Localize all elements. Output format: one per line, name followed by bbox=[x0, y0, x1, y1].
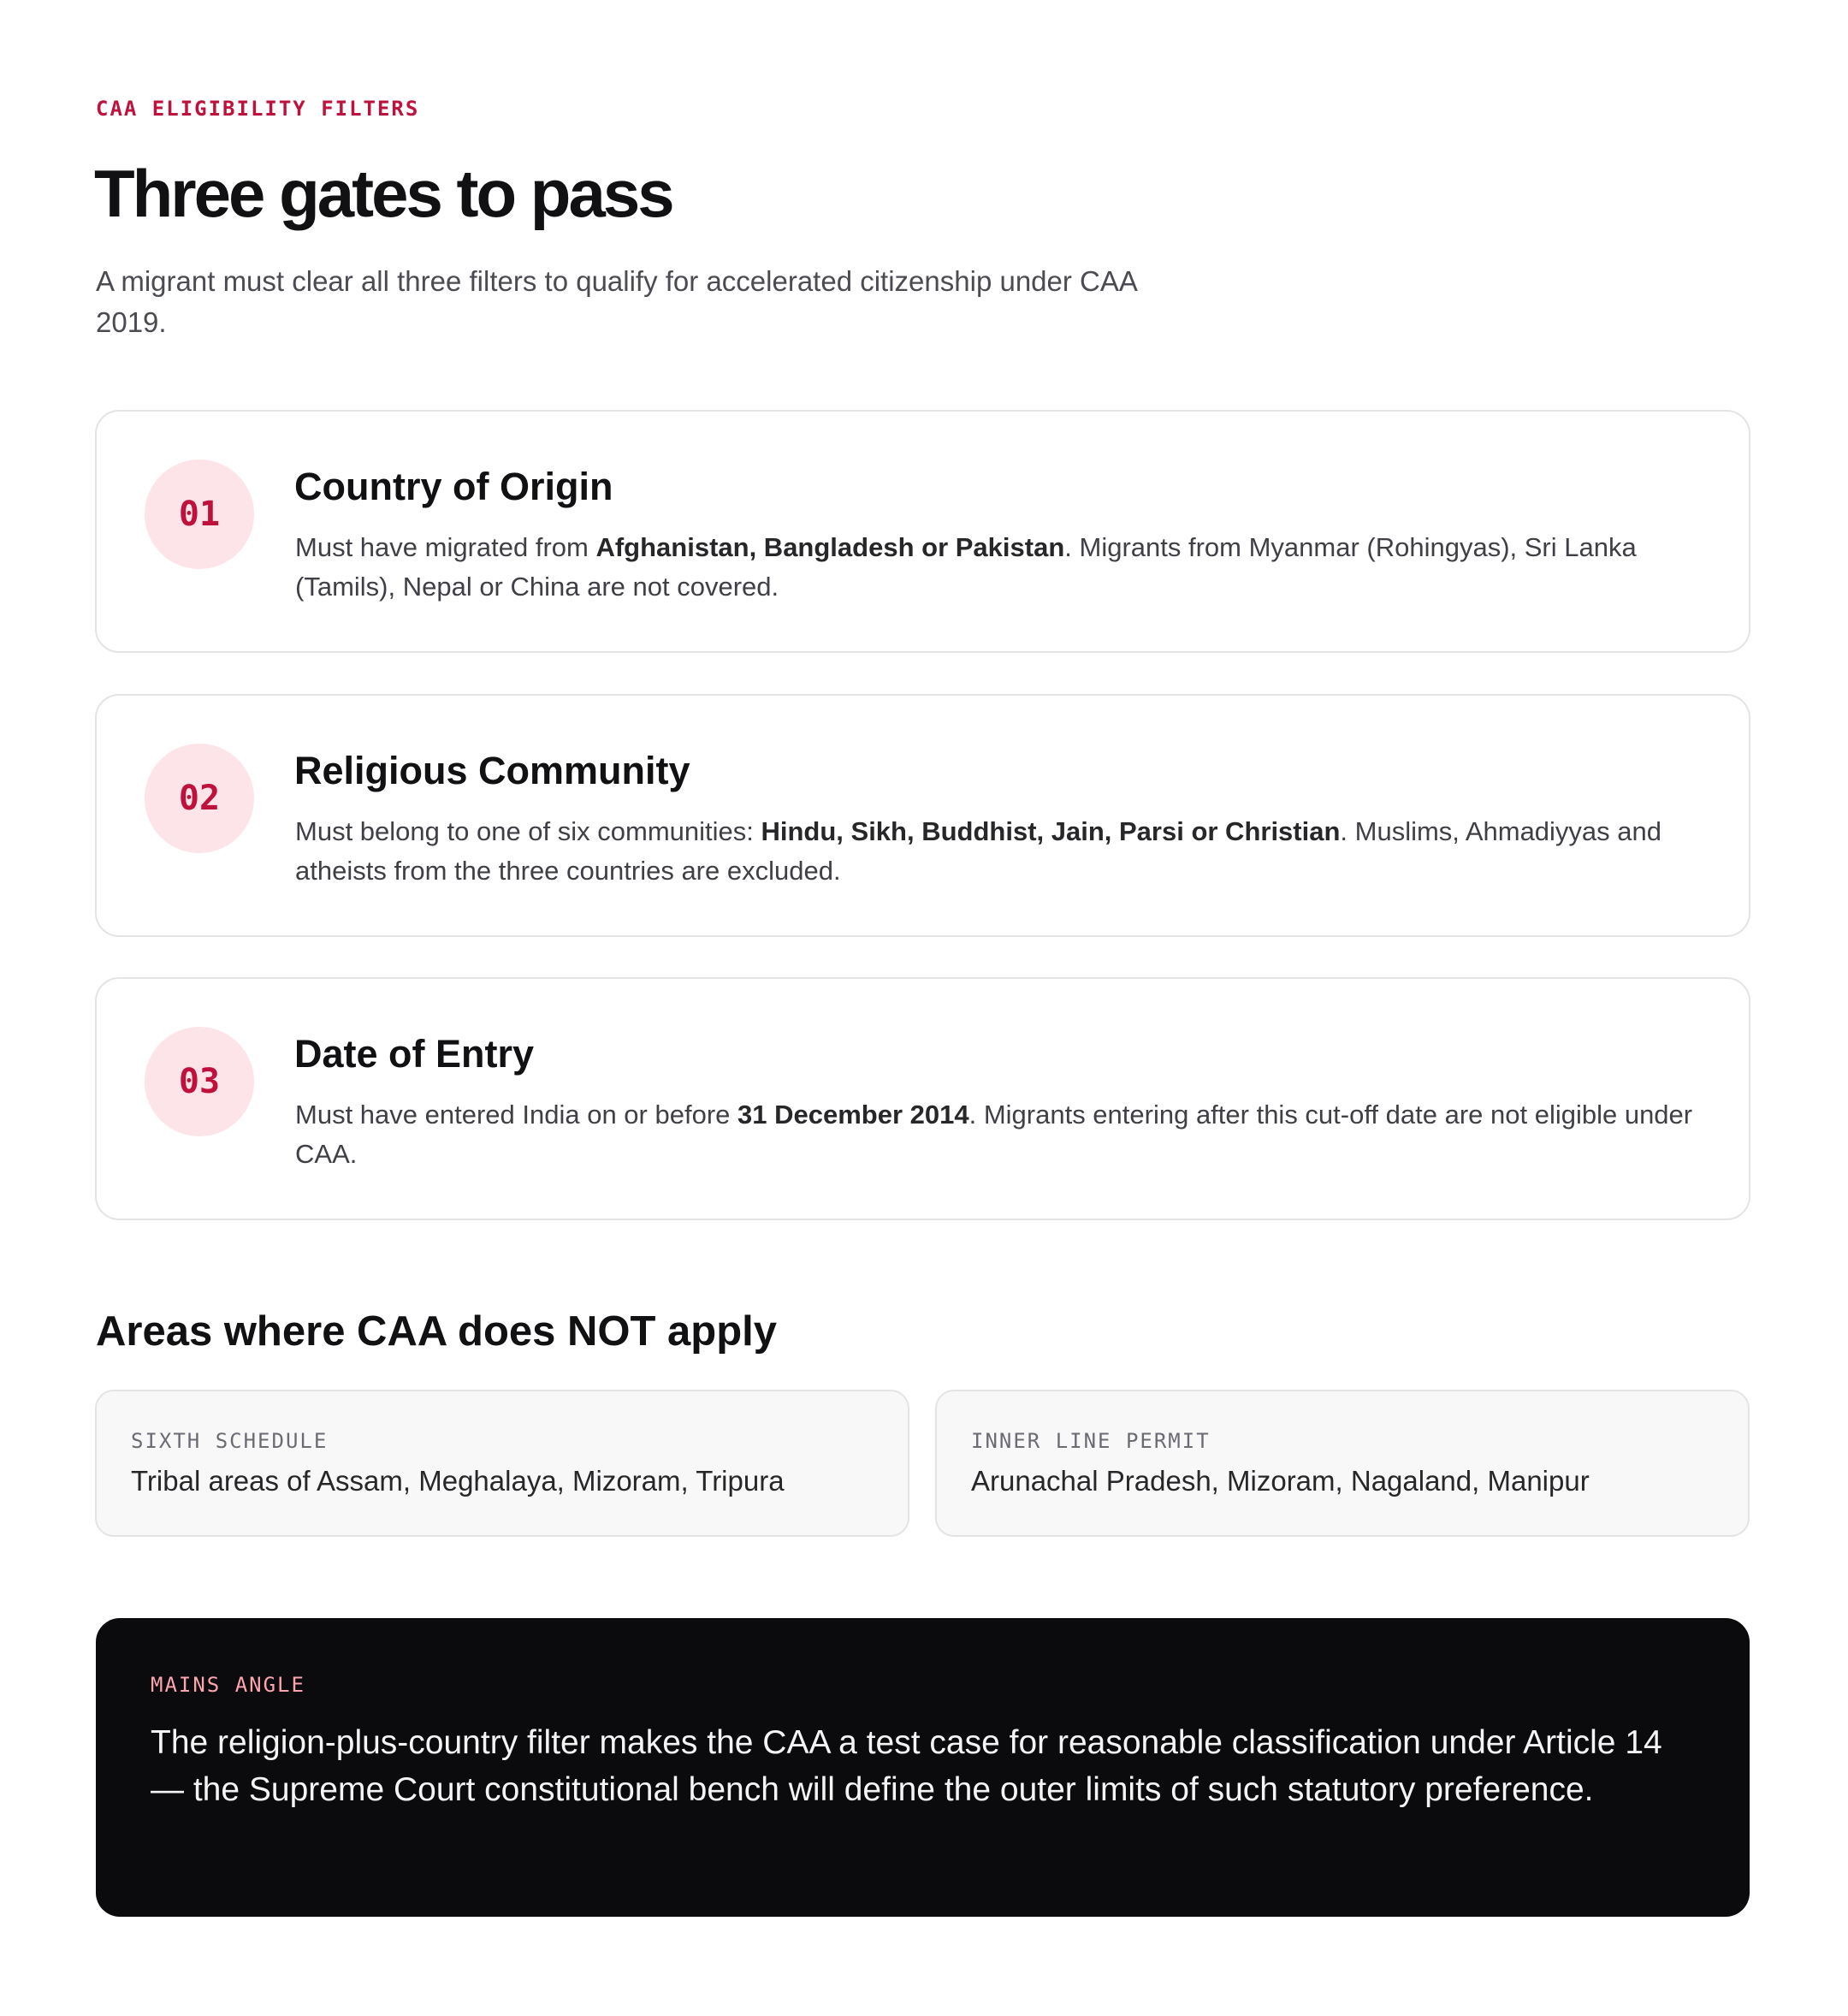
mains-angle-label: MAINS ANGLE bbox=[151, 1673, 305, 1697]
area-value: Arunachal Pradesh, Mizoram, Nagaland, Manipur bbox=[971, 1465, 1590, 1497]
area-label: SIXTH SCHEDULE bbox=[131, 1429, 329, 1453]
gate-description: Must have entered India on or before 31 December 2014. Migrants entering after this cut-off date are not eligible under CAA. bbox=[295, 1100, 1693, 1169]
gate-highlight: Hindu, Sikh, Buddhist, Jain, Parsi or Christian bbox=[761, 816, 1341, 846]
gate-description: Must have migrated from Afghanistan, Bangladesh or Pakistan. Migrants from Myanmar (Rohingyas), Sri Lanka (Tamils), Nepal or China are not covered. bbox=[295, 532, 1637, 602]
gate-number-badge: 03 bbox=[145, 1027, 254, 1136]
eyebrow-label: CAA ELIGIBILITY FILTERS bbox=[96, 97, 420, 121]
gate-title: Religious Community bbox=[294, 749, 690, 792]
gate-card-religion bbox=[95, 694, 1750, 937]
gate-title: Date of Entry bbox=[294, 1032, 535, 1076]
mains-angle-text: The religion-plus-country filter makes the CAA a test case for reasonable classification under Article 14 — the Supreme Court constitutional bench will define the outer limits of such statutory preference. bbox=[151, 1724, 1662, 1808]
gate-description: Must belong to one of six communities: Hindu, Sikh, Buddhist, Jain, Parsi or Christian. Muslims, Ahmadiyyas and atheists from the three countries are excluded. bbox=[295, 816, 1662, 886]
gate-card-date bbox=[95, 977, 1750, 1220]
gate-title: Country of Origin bbox=[294, 465, 613, 508]
gate-number-badge: 01 bbox=[145, 460, 254, 569]
area-card-sixth-schedule bbox=[95, 1390, 909, 1537]
gate-number-badge: 02 bbox=[145, 744, 254, 853]
gate-highlight: 31 December 2014 bbox=[737, 1100, 969, 1130]
gate-highlight: Afghanistan, Bangladesh or Pakistan bbox=[595, 532, 1065, 562]
exemptions-heading: Areas where CAA does NOT apply bbox=[96, 1308, 778, 1355]
area-card-inner-line-permit bbox=[935, 1390, 1750, 1537]
area-value: Tribal areas of Assam, Meghalaya, Mizoram, Tripura bbox=[131, 1465, 785, 1497]
mains-angle-panel bbox=[96, 1618, 1750, 1917]
page-title: Three gates to pass bbox=[94, 156, 672, 231]
intro-text: A migrant must clear all three filters to qualify for accelerated citizenship under CAA 2019. bbox=[96, 265, 1137, 338]
area-label: INNER LINE PERMIT bbox=[971, 1429, 1211, 1453]
gate-card-country bbox=[95, 410, 1750, 653]
